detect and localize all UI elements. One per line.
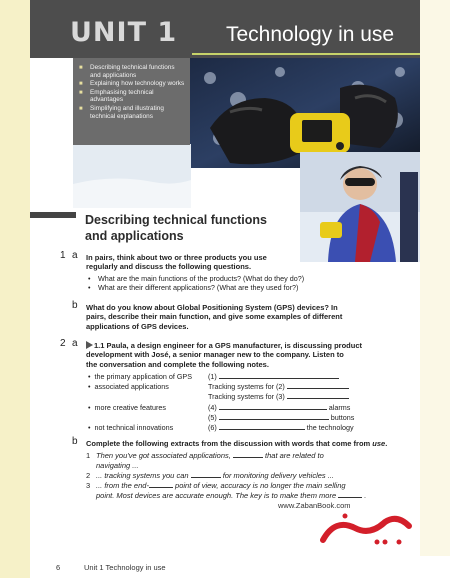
audio-track-number: 1.1 xyxy=(94,341,105,350)
bullet-icon: • xyxy=(88,283,91,293)
objective-item: ■ Emphasising technical advantages xyxy=(79,88,154,104)
exercise-number: 1 xyxy=(60,250,66,261)
extract-blank-1[interactable] xyxy=(233,451,263,458)
audio-play-icon[interactable] xyxy=(86,341,93,349)
section-title: Describing technical functions and applications xyxy=(85,213,267,243)
answer-blank-5[interactable] xyxy=(219,413,329,420)
exercise-letter: a xyxy=(72,338,78,349)
list-item: 1 Then you've got associated applications, that are related to xyxy=(86,451,324,460)
ex2a-instruction: 1.1 Paula, a design engineer for a GPS manufacturer, is discussing product development with José, a senior manager new to the company. Listen to the conversation and complete the following notes. xyxy=(86,341,363,369)
photo-snow-strip xyxy=(73,144,191,208)
answer-blank-2[interactable] xyxy=(287,382,349,389)
extract-blank-2[interactable] xyxy=(191,471,221,478)
bullet-icon: • xyxy=(88,274,91,283)
answer-blank-6[interactable] xyxy=(219,423,305,430)
objective-item: ■ Explaining how technology works xyxy=(79,80,185,88)
exercise-letter: b xyxy=(72,300,78,311)
notes-row: • not technical innovations xyxy=(88,423,174,432)
objective-item: ■ Describing technical functions and applications xyxy=(79,64,175,79)
footer-running-title: Unit 1 Technology in use xyxy=(84,563,166,572)
bullet-icon: ■ xyxy=(79,105,83,112)
unit-objectives-box xyxy=(73,58,190,145)
notes-answer: Tracking systems for (3) xyxy=(208,392,349,401)
section-heading-bar xyxy=(30,212,76,218)
notes-answer: (5) buttons xyxy=(208,413,355,422)
bullet-icon: • xyxy=(88,423,95,432)
list-item-continuation: navigating ... xyxy=(96,461,139,470)
extract-blank-3[interactable] xyxy=(149,481,173,488)
ex1a-questions xyxy=(88,274,304,292)
section-heading xyxy=(30,212,300,252)
answer-blank-4[interactable] xyxy=(219,403,327,410)
bullet-icon: • xyxy=(88,403,95,412)
objective-item: ■ Simplifying and illustrating technical explanations xyxy=(79,104,164,120)
notes-answer: Tracking systems for (2) xyxy=(208,382,349,391)
notes-row: • associated applications xyxy=(88,382,169,391)
notes-answer: (6) the technology xyxy=(208,423,354,432)
answer-blank-1[interactable] xyxy=(219,372,339,379)
notes-answer: (4) alarms xyxy=(208,403,351,412)
unit-title: Technology in use xyxy=(226,23,395,46)
unit-header xyxy=(30,0,420,58)
list-item: • What are the main functions of the products? (What do they do?) xyxy=(88,274,305,283)
list-item: 2 ... tracking systems you can for monitoring delivery vehicles ... xyxy=(86,471,335,480)
bullet-icon: ■ xyxy=(79,81,83,88)
page-number: 6 xyxy=(56,563,61,572)
watermark-logo xyxy=(315,508,415,553)
list-item: • What are their different applications? (What are they used for?) xyxy=(88,283,299,293)
bullet-icon: ■ xyxy=(79,65,83,71)
bullet-icon: ■ xyxy=(79,89,83,96)
watermark-url: www.ZabanBook.com xyxy=(278,501,351,510)
exercise-letter: a xyxy=(72,250,78,261)
exercise-letter: b xyxy=(72,436,78,447)
bullet-icon: • xyxy=(88,372,95,381)
bullet-icon: • xyxy=(88,382,95,391)
notes-row: • the primary application of GPS xyxy=(88,372,192,381)
notes-row: • more creative features xyxy=(88,403,167,412)
notes-answer: (1) xyxy=(208,372,339,381)
right-margin-band xyxy=(420,0,450,578)
footer-left-band xyxy=(0,556,30,578)
ex1b-instruction: What do you know about Global Positioning System (GPS) devices? In pairs, describe their main function, and give some examples of different applications of GPS devices. xyxy=(86,303,343,331)
footer xyxy=(0,556,450,578)
unit-label: UNIT 1 xyxy=(70,17,178,48)
photo-hiker-with-gps xyxy=(300,152,420,262)
objectives-list xyxy=(73,58,190,120)
list-item-continuation: point. Most devices are accurate enough. The key is to make them more . xyxy=(96,491,367,500)
ex2b-instruction: Complete the following extracts from the discussion with words that come from use. xyxy=(86,439,388,448)
header-rule xyxy=(192,53,420,55)
exercise-number: 2 xyxy=(60,338,66,349)
answer-blank-3[interactable] xyxy=(287,392,349,399)
list-item: 3 ... from the end- point of view, accuracy is no longer the main selling xyxy=(86,481,346,490)
ex1a-instruction: In pairs, think about two or three products you use regularly and discuss the following questions. xyxy=(86,253,267,272)
left-margin-band xyxy=(0,0,30,578)
extract-blank-4[interactable] xyxy=(338,491,362,498)
